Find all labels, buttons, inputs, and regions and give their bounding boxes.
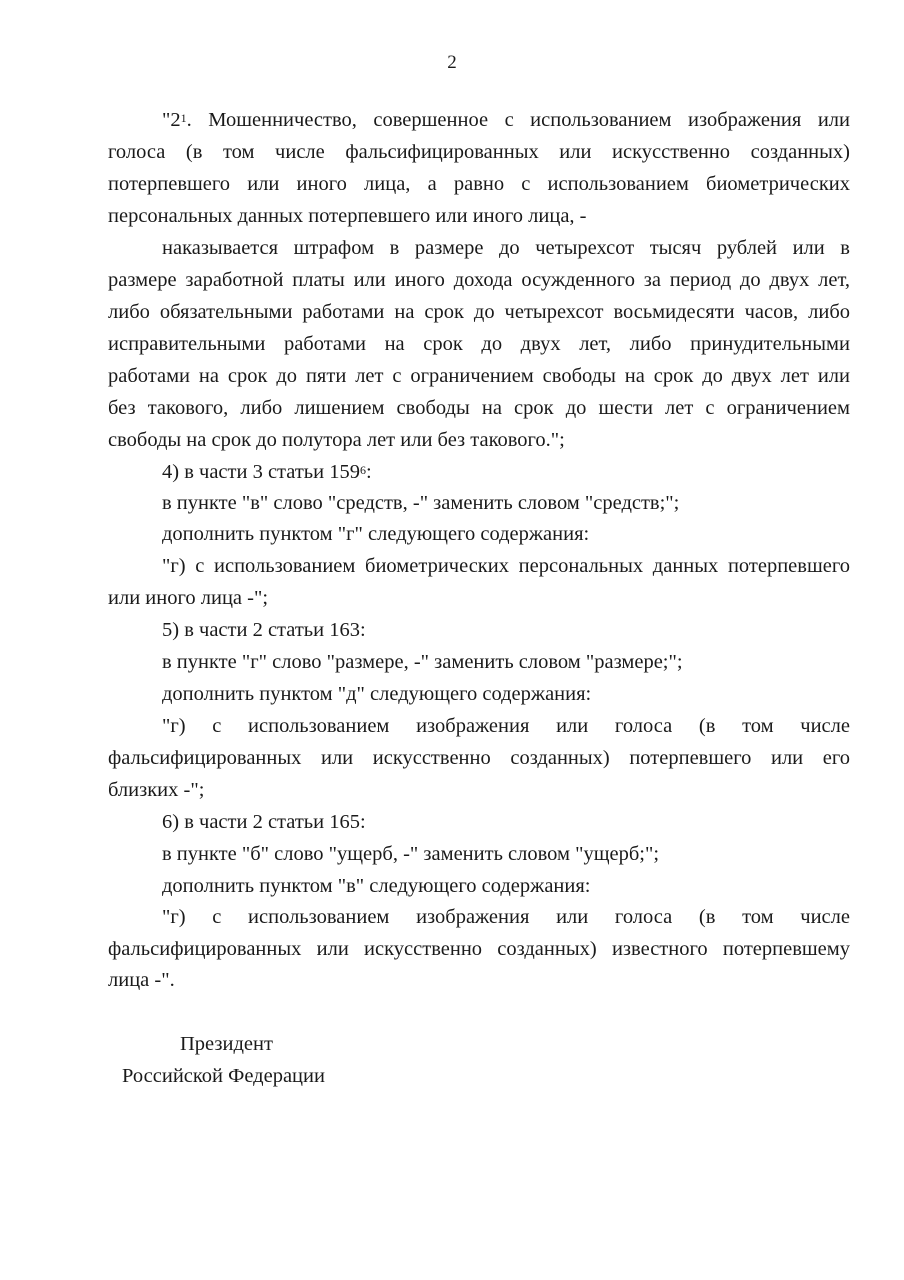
paragraph-line: лица -". xyxy=(108,969,175,991)
paragraph-line: "г) с использованием биометрических персональных данных потерпевшего xyxy=(162,555,850,577)
paragraph-line: дополнить пунктом "д" следующего содержания: xyxy=(162,683,592,705)
line-text: "2 xyxy=(162,109,181,131)
paragraph-line: свободы на срок до полутора лет или без такового."; xyxy=(108,429,565,451)
superscript: 6 xyxy=(359,463,366,477)
line-text: . Мошенничество, совершенное с использованием изображения или xyxy=(186,109,850,131)
paragraph-line: без такового, либо лишением свободы на срок до шести лет с ограничением xyxy=(108,397,850,419)
superscript: 1 xyxy=(180,111,187,125)
line-text: : xyxy=(365,461,372,483)
paragraph-line: близких -"; xyxy=(108,779,205,801)
paragraph-line: фальсифицированных или искусственно созданных) известного потерпевшему xyxy=(108,938,850,960)
paragraph-line: фальсифицированных или искусственно созданных) потерпевшего или его xyxy=(108,747,850,769)
paragraph-line: "г) с использованием изображения или голоса (в том числе xyxy=(162,715,850,737)
paragraph-line: наказывается штрафом в размере до четырехсот тысяч рублей или в xyxy=(162,237,850,259)
paragraph-line: 5) в части 2 статьи 163: xyxy=(162,619,366,641)
paragraph-line: в пункте "г" слово "размере, -" заменить словом "размере;"; xyxy=(162,651,683,673)
paragraph-line: исправительными работами на срок до двух лет, либо принудительными xyxy=(108,333,850,355)
paragraph-line: потерпевшего или иного лица, а равно с использованием биометрических xyxy=(108,173,850,195)
paragraph-line: дополнить пунктом "г" следующего содержания: xyxy=(162,523,590,545)
paragraph-line: или иного лица -"; xyxy=(108,587,269,609)
paragraph-line: либо обязательными работами на срок до четырехсот восьмидесяти часов, либо xyxy=(108,301,850,323)
paragraph-line: "г) с использованием изображения или голоса (в том числе xyxy=(162,906,850,928)
paragraph-line: персональных данных потерпевшего или иного лица, - xyxy=(108,205,587,227)
paragraph-line: в пункте "б" слово "ущерб, -" заменить словом "ущерб;"; xyxy=(162,843,660,865)
paragraph-line: дополнить пунктом "в" следующего содержания: xyxy=(162,875,591,897)
paragraph-line xyxy=(162,108,850,132)
signature-org: Российской Федерации xyxy=(122,1065,325,1087)
paragraph-line: голоса (в том числе фальсифицированных или искусственно созданных) xyxy=(108,141,850,163)
page-number: 2 xyxy=(447,52,457,73)
paragraph-line xyxy=(162,460,850,484)
paragraph-line: 6) в части 2 статьи 165: xyxy=(162,811,366,833)
line-text: 4) в части 3 статьи 159 xyxy=(162,461,360,483)
paragraph-line: в пункте "в" слово "средств, -" заменить словом "средств;"; xyxy=(162,492,680,514)
paragraph-line: работами на срок до пяти лет с ограничением свободы на срок до двух лет или xyxy=(108,365,850,387)
signature-title: Президент xyxy=(180,1033,273,1055)
paragraph-line: размере заработной платы или иного дохода осужденного за период до двух лет, xyxy=(108,269,850,291)
